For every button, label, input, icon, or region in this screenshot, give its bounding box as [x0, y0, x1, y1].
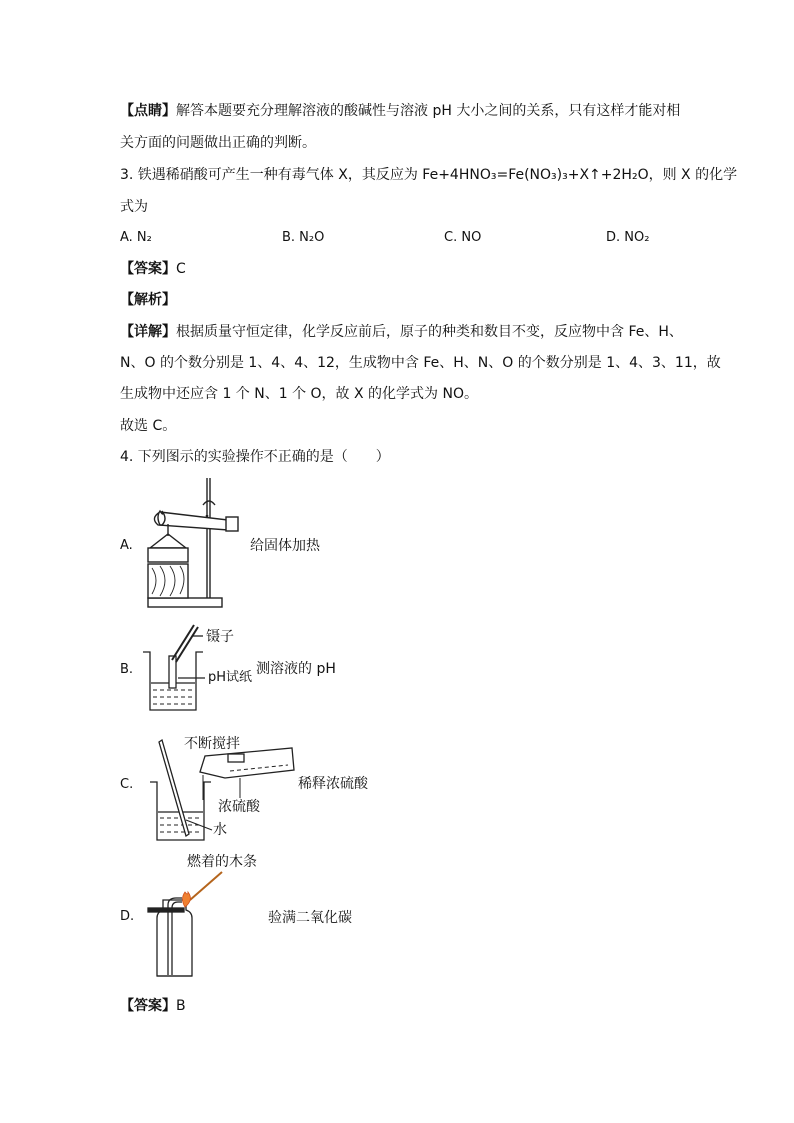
q4-answer-value: B [176, 998, 186, 1014]
q4-b-label-ph-paper: pH试纸 [208, 670, 253, 685]
q3-answer-value: C [176, 261, 186, 277]
q3-detail-tag: 【详解】 [120, 324, 176, 340]
figure-d-co2-full [148, 872, 222, 976]
q3-option-a: A. N₂ [120, 230, 152, 245]
figure-b-measure-ph [143, 625, 205, 710]
q3-option-d: D. NO₂ [606, 230, 650, 245]
q3-detail-text-1: 根据质量守恒定律，化学反应前后，原子的种类和数目不变，反应物中含 Fe、H、 [176, 324, 683, 340]
q4-option-b-letter: B. [120, 662, 134, 677]
q4-d-label-stick: 燃着的木条 [187, 854, 257, 870]
q4-stem: 4. 下列图示的实验操作不正确的是（ ） [120, 449, 390, 465]
q4-b-caption: 测溶液的 pH [256, 661, 336, 677]
q3-detail-3: 生成物中还应含 1 个 N、1 个 O，故 X 的化学式为 NO。 [120, 386, 478, 402]
q4-c-label-water: 水 [213, 822, 227, 838]
q4-c-label-acid: 浓硫酸 [218, 799, 260, 815]
q3-option-b: B. N₂O [282, 230, 325, 245]
q4-option-c-letter: C. [120, 777, 134, 792]
q3-answer-tag: 【答案】 [120, 261, 176, 277]
q3-detail-2: N、O 的个数分别是 1、4、4、12，生成物中含 Fe、H、N、O 的个数分别是 1、4、3、11，故 [120, 355, 721, 371]
q4-answer-tag: 【答案】 [120, 998, 176, 1014]
q3-stem-1: 3. 铁遇稀硝酸可产生一种有毒气体 X，其反应为 Fe+4HNO₃=Fe(NO₃)₃+X↑+2H₂O，则 X 的化学 [120, 167, 738, 183]
q4-a-caption: 给固体加热 [250, 538, 320, 554]
q3-option-c: C. NO [444, 230, 482, 245]
comment-tag: 【点睛】 [120, 103, 176, 119]
q3-stem-2: 式为 [120, 199, 148, 215]
q4-c-label-stir: 不断搅拌 [184, 736, 240, 752]
q4-option-d-letter: D. [120, 909, 135, 924]
q4-option-a-letter: A. [120, 538, 133, 553]
q3-analysis-tag: 【解析】 [120, 292, 176, 308]
comment-text-1: 解答本题要充分理解溶液的酸碱性与溶液 pH 大小之间的关系，只有这样才能对相 [176, 103, 681, 119]
q4-d-caption: 验满二氧化碳 [268, 910, 352, 926]
figure-a-heating-solid [148, 478, 238, 607]
comment-text-2: 关方面的问题做出正确的判断。 [120, 135, 316, 151]
q4-b-label-tweezers: 镊子 [206, 629, 234, 645]
q3-conclusion: 故选 C。 [120, 418, 177, 434]
q4-answer [120, 996, 186, 1016]
q4-c-caption: 稀释浓硫酸 [298, 776, 368, 792]
